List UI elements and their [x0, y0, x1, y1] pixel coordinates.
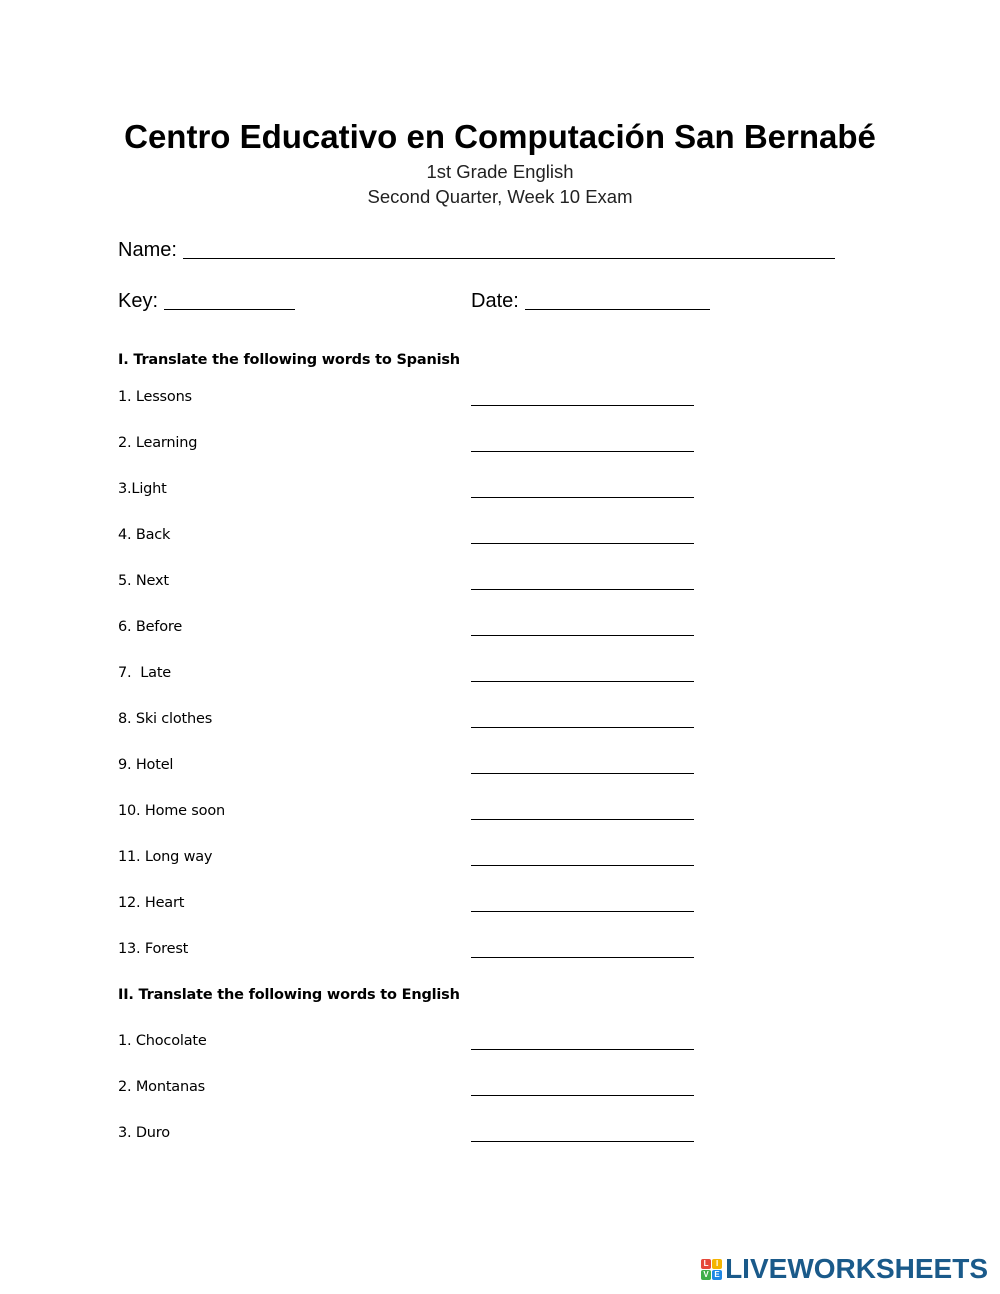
- item-label: 13. Forest: [118, 941, 189, 957]
- logo-tile: I: [712, 1259, 722, 1269]
- item-label: 7. Late: [118, 665, 172, 681]
- answer-input-line[interactable]: [471, 635, 694, 636]
- exam-subtitle: Second Quarter, Week 10 Exam: [367, 186, 633, 207]
- item-label: 6. Before: [118, 619, 183, 635]
- item-label: 1. Chocolate: [118, 1033, 207, 1049]
- list-item: [118, 479, 718, 503]
- item-label: 8. Ski clothes: [118, 711, 213, 727]
- name-field: [118, 235, 835, 263]
- logo-tile: E: [712, 1270, 722, 1280]
- list-item: [118, 893, 718, 917]
- item-label: 4. Back: [118, 527, 171, 543]
- date-field: [471, 286, 710, 314]
- item-label: 12. Heart: [118, 895, 185, 911]
- key-input-line[interactable]: [164, 289, 295, 310]
- page-title: Centro Educativo en Computación San Bernabé: [124, 118, 876, 155]
- logo-tile: L: [701, 1259, 711, 1269]
- item-label: 3. Duro: [118, 1125, 170, 1141]
- answer-input-line[interactable]: [471, 543, 694, 544]
- grade-subtitle: 1st Grade English: [426, 161, 574, 182]
- logo-tile: V: [701, 1270, 711, 1280]
- list-item: [118, 939, 718, 963]
- list-item: [118, 755, 718, 779]
- list-item: [118, 1031, 718, 1055]
- answer-input-line[interactable]: [471, 451, 694, 452]
- answer-input-line[interactable]: [471, 589, 694, 590]
- answer-input-line[interactable]: [471, 911, 694, 912]
- answer-input-line[interactable]: [471, 681, 694, 682]
- item-label: 3.Light: [118, 481, 167, 497]
- logo-text: LIVEWORKSHEETS: [725, 1253, 988, 1284]
- item-label: 10. Home soon: [118, 803, 225, 819]
- list-item: [118, 617, 718, 641]
- answer-input-line[interactable]: [471, 773, 694, 774]
- list-item: [118, 709, 718, 733]
- answer-input-line[interactable]: [471, 957, 694, 958]
- item-label: 1. Lessons: [118, 389, 192, 405]
- list-item: [118, 433, 718, 457]
- answer-input-line[interactable]: [471, 405, 694, 406]
- item-label: 5. Next: [118, 573, 169, 589]
- list-item: [118, 525, 718, 549]
- list-item: [118, 801, 718, 825]
- item-label: 11. Long way: [118, 849, 213, 865]
- list-item: [118, 1077, 718, 1101]
- date-label: Date:: [471, 290, 519, 312]
- name-input-line[interactable]: [183, 238, 835, 259]
- list-item: [118, 387, 718, 411]
- item-label: 9. Hotel: [118, 757, 174, 773]
- liveworksheets-logo-icon: [701, 1259, 722, 1280]
- list-item: [118, 847, 718, 871]
- key-field: [118, 286, 295, 314]
- list-item: [118, 571, 718, 595]
- answer-input-line[interactable]: [471, 727, 694, 728]
- answer-input-line[interactable]: [471, 1095, 694, 1096]
- list-item: [118, 1123, 718, 1147]
- section-2-heading: II. Translate the following words to English: [118, 987, 460, 1003]
- answer-input-line[interactable]: [471, 1049, 694, 1050]
- name-label: Name:: [118, 239, 177, 261]
- answer-input-line[interactable]: [471, 497, 694, 498]
- item-label: 2. Learning: [118, 435, 198, 451]
- section-1-heading: I. Translate the following words to Spanish: [118, 352, 460, 368]
- list-item: [118, 663, 718, 687]
- item-label: 2. Montanas: [118, 1079, 206, 1095]
- liveworksheets-logo[interactable]: [701, 1254, 988, 1284]
- answer-input-line[interactable]: [471, 819, 694, 820]
- answer-input-line[interactable]: [471, 865, 694, 866]
- answer-input-line[interactable]: [471, 1141, 694, 1142]
- key-label: Key:: [118, 290, 159, 312]
- date-input-line[interactable]: [525, 289, 710, 310]
